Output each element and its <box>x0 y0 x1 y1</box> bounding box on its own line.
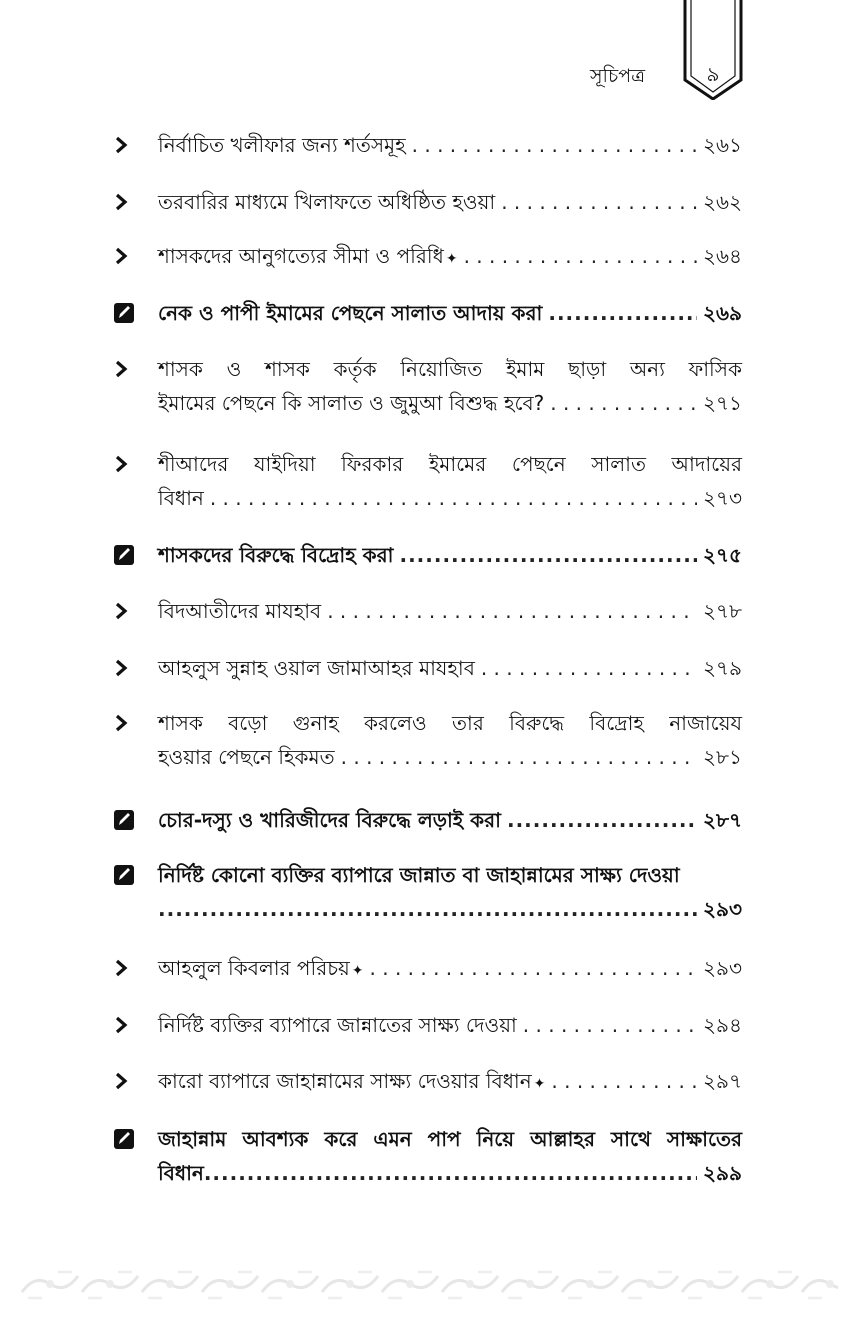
toc-entry-title-line1: শাসক বড়ো গুনাহ করলেও তার বিরুদ্ধে বিদ্রোহ নাজায়েয <box>158 711 742 735</box>
toc-entry-title: আহলুল কিবলার পরিচয় <box>158 956 350 980</box>
leader-dots <box>550 386 697 420</box>
star-icon: ✦ <box>445 251 458 267</box>
toc-entry-title-line1: শাসক ও শাসক কর্তৃক নিয়োজিত ইমাম ছাড়া অন্য ফাসিক <box>158 357 742 381</box>
toc-entry-title-line1: শীআদের যাইদিয়া ফিরকার ইমামের পেছনে সালাত আদায়ের <box>158 452 742 476</box>
toc-entry-page: ২৯৩ <box>703 897 742 921</box>
toc-entry[interactable] <box>128 651 742 685</box>
toc-entry[interactable] <box>128 1064 742 1101</box>
toc-entry[interactable] <box>128 128 742 162</box>
edit-icon <box>112 803 136 837</box>
chevron-right-icon <box>112 128 136 162</box>
chevron-right-icon <box>112 706 136 740</box>
leader-dots <box>341 740 697 774</box>
toc-entry-page: ২৭১ <box>703 391 742 415</box>
toc-entry-title: কারো ব্যাপারে জাহান্নামের সাক্ষ্য দেওয়ার বিধান <box>158 1069 532 1093</box>
leader-dots <box>370 951 697 985</box>
toc-entry-major[interactable] <box>128 1122 742 1190</box>
chevron-right-icon <box>112 447 136 481</box>
toc-entry-page: ২৯৩ <box>703 956 742 980</box>
toc-entry-page: ২৬২ <box>702 190 742 214</box>
leader-dots <box>412 128 697 162</box>
toc-entry-page: ২৬১ <box>703 133 742 157</box>
running-header-title: সূচিপত্র <box>590 65 646 87</box>
toc-entry-title: তরবারির মাধ্যমে খিলাফতে অধিষ্ঠিত হওয়া <box>158 190 496 214</box>
leader-dots <box>501 185 697 219</box>
leader-dots <box>210 481 697 515</box>
toc-entry[interactable] <box>128 1008 742 1042</box>
leader-dots <box>507 803 697 837</box>
edit-icon <box>112 858 136 892</box>
chevron-right-icon <box>112 594 136 628</box>
toc-entry-title-line2: বিধান <box>158 486 204 510</box>
toc-entry-page: ২৯৪ <box>703 1013 742 1037</box>
toc-entry-title-line2: হওয়ার পেছনে হিকমত <box>158 745 335 769</box>
toc-entry[interactable] <box>128 447 742 515</box>
toc-entry-title: চোর-দস্যু ও খারিজীদের বিরুদ্ধে লড়াই করা <box>158 808 501 832</box>
toc-entry-page: ২৬৯ <box>703 301 742 325</box>
leader-dots <box>481 651 697 685</box>
leader-dots <box>523 1008 697 1042</box>
toc-entry-major[interactable] <box>128 538 742 572</box>
edit-icon <box>112 538 136 572</box>
decorative-footer-border <box>20 1262 838 1306</box>
toc-entry-page: ২৭৮ <box>703 599 742 623</box>
toc-entry-page: ২৭৩ <box>702 486 742 510</box>
toc-entry-title: আহলুস সুন্নাহ ওয়াল জামাআহর মাযহাব <box>158 656 475 680</box>
toc-entry[interactable] <box>128 951 742 988</box>
star-icon: ✦ <box>533 1076 546 1092</box>
edit-icon <box>112 1122 136 1156</box>
chevron-right-icon <box>112 1008 136 1042</box>
toc-entry-title: নির্দিষ্ট ব্যক্তির ব্যাপারে জান্নাতের সাক্ষ্য দেওয়া <box>158 1013 517 1037</box>
toc-entry-page: ২৬৪ <box>703 244 742 268</box>
chevron-right-icon <box>112 352 136 386</box>
toc-entry-title: বিদআতীদের মাযহাব <box>158 599 322 623</box>
toc-entry-page: ২৯৭ <box>703 1069 742 1093</box>
chevron-right-icon <box>112 951 136 985</box>
toc-entry-title: নেক ও পাপী ইমামের পেছনে সালাত আদায় করা <box>158 301 543 325</box>
toc-entry[interactable] <box>128 706 742 774</box>
toc-entry-title-line1: জাহান্নাম আবশ্যক করে এমন পাপ নিয়ে আল্লাহর সাথে সাক্ষাতের <box>158 1127 742 1151</box>
toc-entry-major[interactable] <box>128 803 742 837</box>
leader-dots <box>551 1064 697 1098</box>
leader-dots <box>399 538 697 572</box>
toc-entry-title-line1: নির্দিষ্ট কোনো ব্যক্তির ব্যাপারে জান্নাত বা জাহান্নামের সাক্ষ্য দেওয়া <box>158 863 680 887</box>
leader-dots <box>548 296 697 330</box>
chevron-right-icon <box>112 1064 136 1098</box>
toc-entry-title: নির্বাচিত খলীফার জন্য শর্তসমূহ <box>158 133 406 157</box>
edit-icon <box>112 296 136 330</box>
toc-entry[interactable] <box>128 239 742 276</box>
star-icon: ✦ <box>351 963 364 979</box>
leader-dots <box>204 1156 697 1190</box>
toc-entry-title-line2: ইমামের পেছনে কি সালাত ও জুমুআ বিশুদ্ধ হবে? <box>158 391 545 415</box>
chevron-right-icon <box>112 185 136 219</box>
toc-entry-title: শাসকদের আনুগত্যের সীমা ও পরিধি <box>158 244 444 268</box>
toc-entry-page: ২৮১ <box>703 745 742 769</box>
toc-entry-page: ২৭৫ <box>703 543 742 567</box>
page-number: ৯ <box>706 62 720 86</box>
toc-entry[interactable] <box>128 594 742 628</box>
toc-entry-title-line2: বিধান <box>158 1161 204 1185</box>
toc-entry-major[interactable] <box>128 858 742 926</box>
toc-entry[interactable] <box>128 185 742 219</box>
chevron-right-icon <box>112 651 136 685</box>
leader-dots <box>158 892 697 926</box>
leader-dots <box>327 594 697 628</box>
page-number-tab <box>683 0 743 100</box>
toc-entry-page: ২৮৭ <box>703 808 742 832</box>
leader-dots <box>464 239 697 273</box>
toc-entry-major[interactable] <box>128 296 742 330</box>
chevron-right-icon <box>112 239 136 273</box>
toc-entry[interactable] <box>128 352 742 420</box>
toc-entry-title: শাসকদের বিরুদ্ধে বিদ্রোহ করা <box>158 543 394 567</box>
toc-entry-page: ২৭৯ <box>703 656 742 680</box>
toc-entry-page: ২৯৯ <box>703 1161 742 1185</box>
